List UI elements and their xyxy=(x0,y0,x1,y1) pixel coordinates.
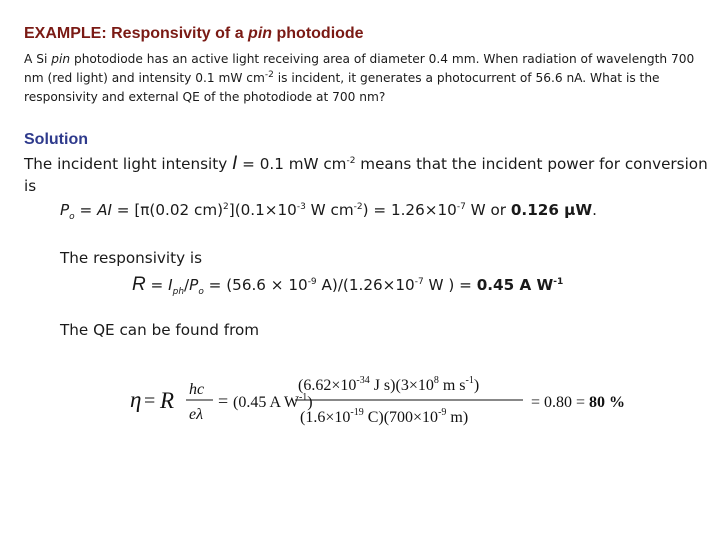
example-title xyxy=(24,25,364,43)
intro-text-1: The incident light intensity xyxy=(24,155,233,173)
power-text-7: . xyxy=(592,201,597,219)
power-text-5: ) = 1.26×10 xyxy=(362,201,457,219)
eta-symbol: η xyxy=(130,387,142,412)
problem-text-1: A Si xyxy=(24,52,52,66)
fraction-denominator: eλ xyxy=(189,406,204,423)
problem-exponent: -2 xyxy=(264,69,274,80)
current-subscript: ph xyxy=(172,287,185,298)
intensity-symbol: I xyxy=(232,153,238,174)
title-suffix: photodiode xyxy=(272,25,364,42)
current-symbol: I xyxy=(168,276,173,294)
resp-result-exp: -1 xyxy=(553,276,564,287)
power-exp-3: -3 xyxy=(296,201,306,212)
qe-intro: The QE can be found from xyxy=(60,321,260,339)
title-prefix: EXAMPLE: Responsivity of a xyxy=(24,25,249,42)
responsivity-equation xyxy=(132,274,563,296)
intro-text-3: means that the incident power for conversion is xyxy=(24,155,708,195)
resp-text-4: A)/(1.26×10 xyxy=(316,276,415,294)
resp-exp-2: -7 xyxy=(414,276,424,287)
resp-text-1: = xyxy=(145,276,169,294)
problem-text-3: is incident, it generates a photocurrent of 56.6 nA. What is the responsivity and external QE of the photodiode at 700 nm? xyxy=(24,71,660,104)
intro-exponent: -2 xyxy=(346,155,356,166)
qe-responsivity-symbol: R xyxy=(160,388,175,413)
resp-text-5: W ) = xyxy=(423,276,477,294)
power-equation xyxy=(60,201,597,223)
resp-text-2: / xyxy=(184,276,190,294)
power-exp-2: 2 xyxy=(223,201,229,212)
solution-heading: Solution xyxy=(24,131,88,148)
problem-statement xyxy=(24,50,704,107)
responsivity-intro: The responsivity is xyxy=(60,249,203,267)
power-text-1: = xyxy=(74,201,98,219)
title-italic: pin xyxy=(248,25,273,42)
intro-text-2: = 0.1 mW cm xyxy=(237,155,347,173)
qe-equation xyxy=(130,368,650,438)
power-subscript-2: o xyxy=(198,287,204,298)
power-result: 0.126 μW xyxy=(510,201,593,219)
power-exp-5: -7 xyxy=(456,201,466,212)
resp-result: 0.45 A W xyxy=(476,276,554,294)
area-intensity: AI xyxy=(97,201,112,219)
problem-text-2: photodiode has an active light receiving area of diameter 0.4 mm. When radiation of wavelength 700 nm (red light) and intensity 0.1 mW cm xyxy=(24,52,695,85)
power-text-6: W or xyxy=(465,201,511,219)
power-subscript: o xyxy=(69,212,75,223)
resp-exp-1: -9 xyxy=(307,276,317,287)
fraction-numerator: hc xyxy=(189,381,205,398)
power-symbol: P xyxy=(60,201,70,219)
qe-result: = 0.80 = 80 % xyxy=(531,394,626,411)
qe-equals-1: = xyxy=(144,390,156,412)
power-text-2: = [π(0.02 cm) xyxy=(111,201,224,219)
intensity-paragraph xyxy=(24,153,714,197)
problem-italic: pin xyxy=(51,52,71,66)
power-symbol-2: P xyxy=(189,276,199,294)
power-text-3: ](0.1×10 xyxy=(228,201,297,219)
resp-text-3: = (56.6 × 10 xyxy=(203,276,308,294)
responsivity-symbol: R xyxy=(132,274,146,295)
power-text-4: W cm xyxy=(305,201,354,219)
power-exp-4: -2 xyxy=(353,201,363,212)
qe-numerator: ($6.62\times 10^{-34}$ J $s)(3\times 10^8$ m $s^{-1}$) xyxy=(298,375,480,394)
qe-equals-2: = xyxy=(218,391,229,411)
qe-term-1: (0.45 A $W^{-1}$) xyxy=(233,392,313,411)
qe-denominator: ($1.6\times 10^{-19}$ $C)(700\times 10^{-9}$ m) xyxy=(300,407,469,426)
